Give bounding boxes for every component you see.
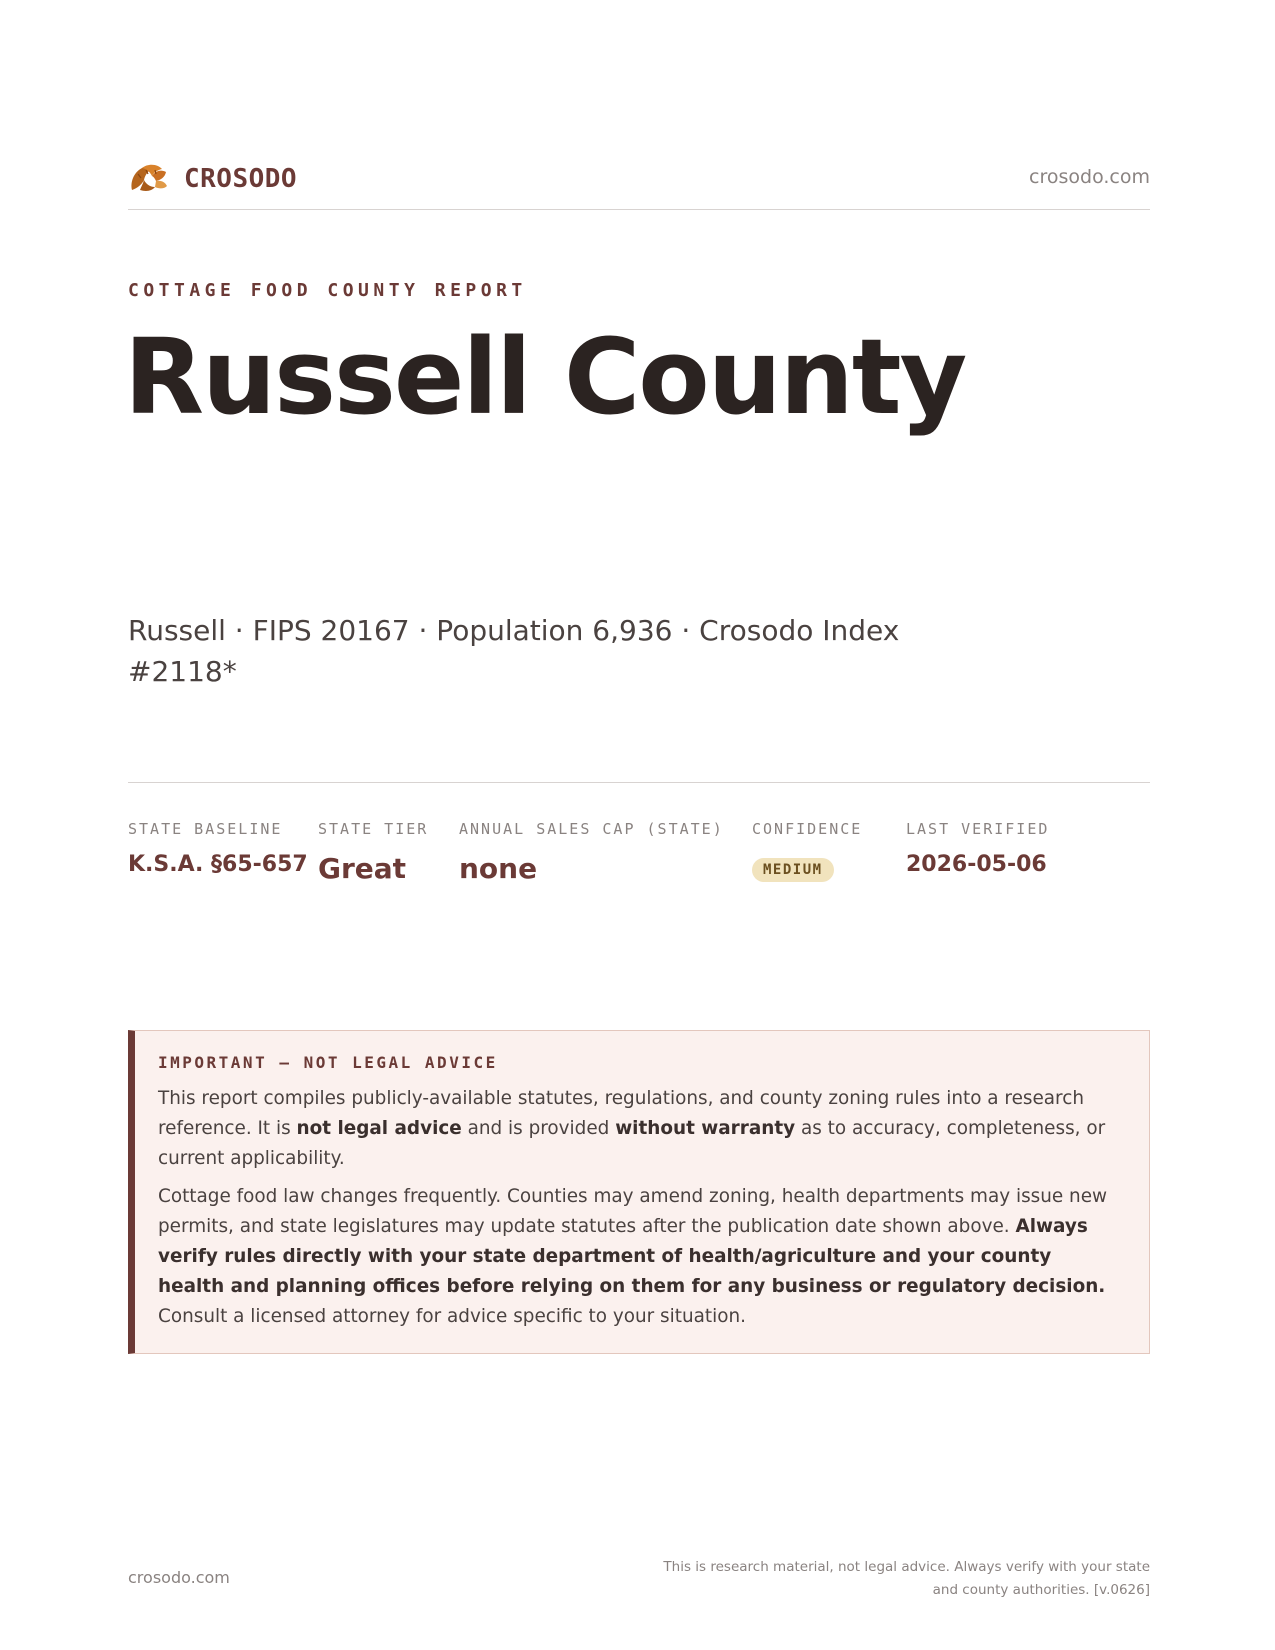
stat-state-tier <box>318 820 428 885</box>
notice-text: and is provided <box>461 1118 616 1139</box>
site-link[interactable]: crosodo.com <box>1029 166 1150 188</box>
legal-notice <box>128 1030 1150 1354</box>
stat-confidence <box>752 820 862 882</box>
brand <box>128 160 297 198</box>
stat-value: K.S.A. §65-657 <box>128 852 308 877</box>
stat-label: ANNUAL SALES CAP (STATE) <box>459 820 724 838</box>
notice-paragraph <box>158 1182 1123 1332</box>
notice-emphasis: Always verify rules directly with your state department of health/agriculture and your county health and planning offices before relying on them for any business or regulatory decision. <box>158 1216 1106 1297</box>
footer-disclaimer-line: This is research material, not legal advice. Always verify with your state <box>663 1559 1150 1575</box>
notice-text: Consult a licensed attorney for advice specific to your situation. <box>158 1306 746 1327</box>
stat-state-baseline <box>128 820 308 877</box>
stat-label: STATE TIER <box>318 820 429 838</box>
page-header <box>128 158 1150 210</box>
footer-disclaimer <box>590 1556 1150 1602</box>
brand-name: CROSODO <box>184 164 298 194</box>
stat-label: LAST VERIFIED <box>906 820 1050 838</box>
stat-last-verified <box>906 820 1049 877</box>
stat-value: 2026-05-06 <box>906 852 1047 877</box>
notice-paragraph <box>158 1084 1123 1174</box>
croissant-icon <box>128 160 170 198</box>
report-eyebrow: COTTAGE FOOD COUNTY REPORT <box>128 280 527 301</box>
stat-value: none <box>459 852 538 885</box>
page-title: Russell County <box>124 316 966 438</box>
confidence-badge: MEDIUM <box>752 858 834 882</box>
notice-text: This report compiles publicly-available statutes, regulations, and county zoning rules into a research reference. It is <box>158 1088 1084 1139</box>
stat-value: Great <box>318 852 407 885</box>
report-page <box>124 0 1150 1650</box>
notice-title: IMPORTANT — NOT LEGAL ADVICE <box>158 1053 498 1072</box>
county-summary: Russell · FIPS 20167 · Population 6,936 · Crosodo Index #2118* <box>128 614 900 688</box>
footer-site: crosodo.com <box>128 1568 230 1587</box>
notice-emphasis: without warranty <box>615 1118 796 1139</box>
footer-disclaimer-line: and county authorities. [v.0626] <box>932 1582 1150 1598</box>
notice-text: Cottage food law changes frequently. Counties may amend zoning, health departments may issue new permits, and state legislatures may update statutes after the publication date shown above. <box>158 1186 1108 1237</box>
section-divider <box>128 782 1150 783</box>
notice-text: as to accuracy, completeness, or current applicability. <box>158 1118 1106 1169</box>
stat-label: CONFIDENCE <box>752 820 863 838</box>
stat-label: STATE BASELINE <box>128 820 283 838</box>
notice-emphasis: not legal advice <box>296 1118 462 1139</box>
stat-annual-sales-cap <box>459 820 724 885</box>
